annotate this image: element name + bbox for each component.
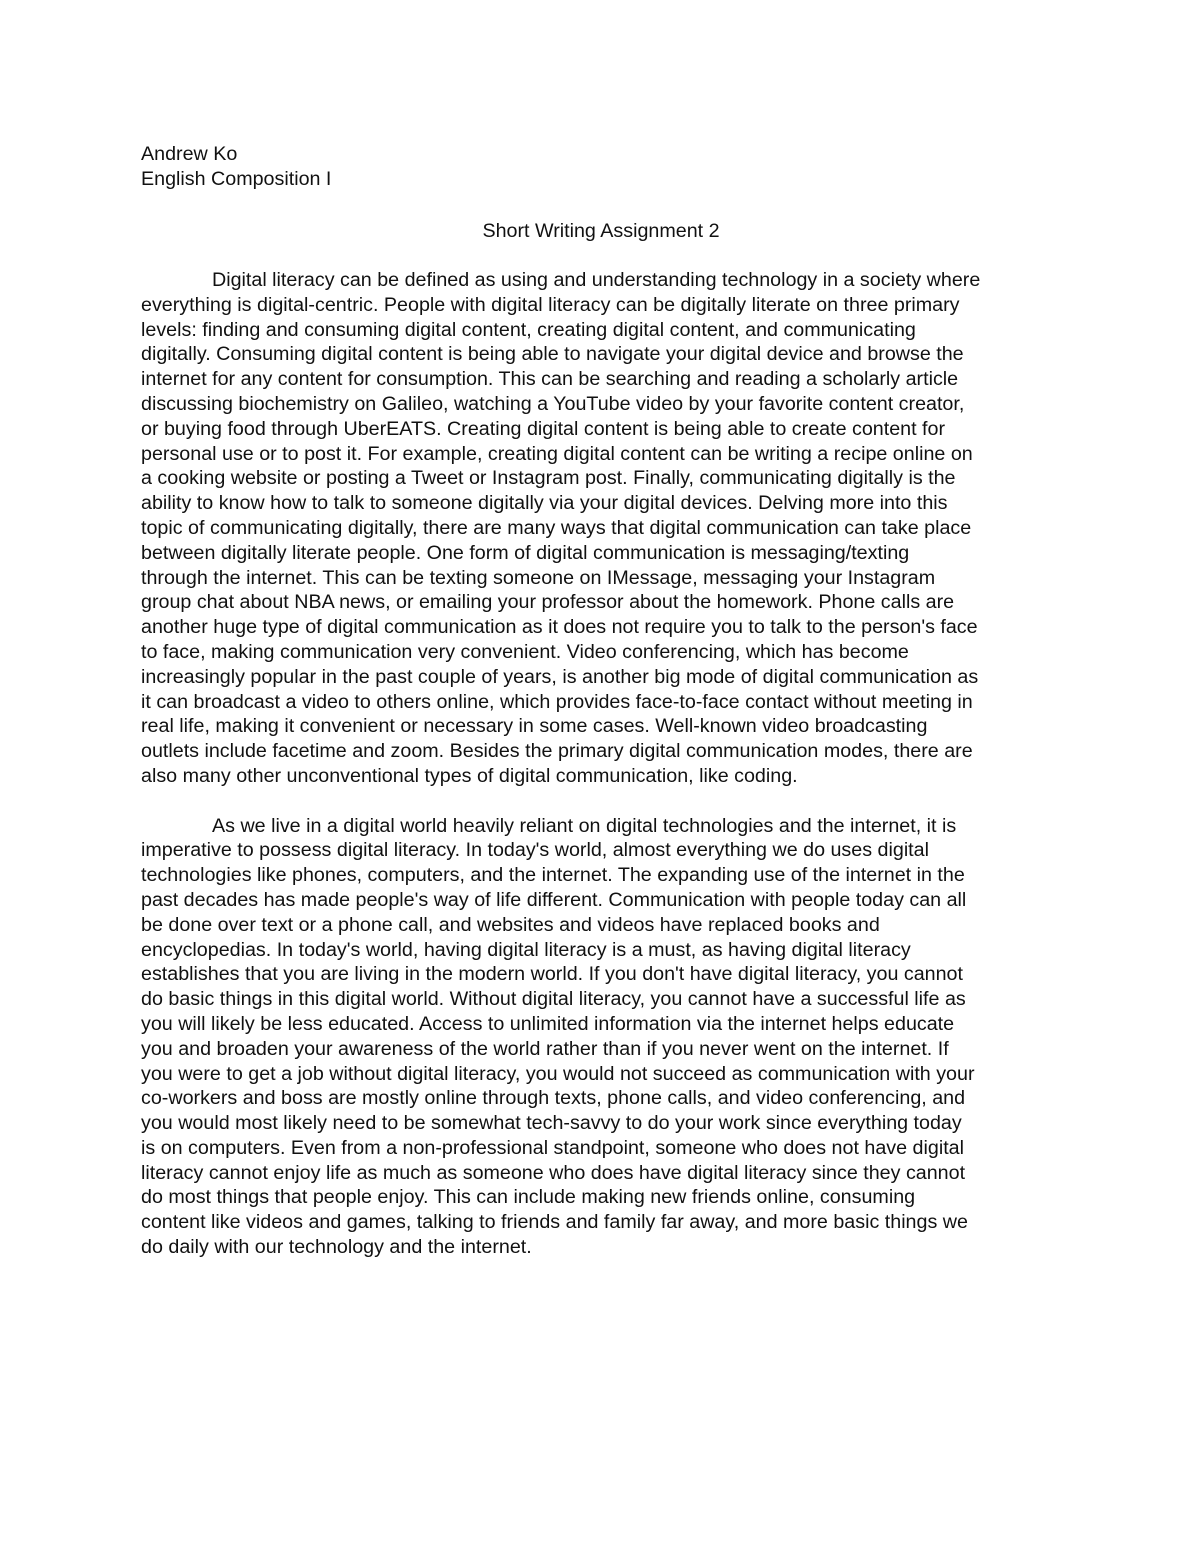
course-name: English Composition I (141, 167, 332, 190)
paragraph-line: is on computers. Even from a non-professional standpoint, someone who does not have digital (141, 1136, 964, 1159)
paragraph-line: you and broaden your awareness of the world rather than if you never went on the internet. If (141, 1037, 949, 1060)
paragraph-line: a cooking website or posting a Tweet or Instagram post. Finally, communicating digitally is the (141, 467, 956, 490)
paragraph-line: through the internet. This can be texting someone on IMessage, messaging your Instagram (141, 566, 936, 589)
paragraph-line: imperative to possess digital literacy. In today's world, almost everything we do uses digital (141, 839, 929, 862)
paragraph-line: discussing biochemistry on Galileo, watching a YouTube video by your favorite content creator, (141, 392, 965, 415)
paragraph-line: establishes that you are living in the modern world. If you don't have digital literacy, you cannot (141, 963, 963, 986)
paragraph-line: do daily with our technology and the internet. (141, 1236, 532, 1259)
paragraph-line: you would most likely need to be somewhat tech-savvy to do your work since everything today (141, 1112, 962, 1135)
paragraph-line: or buying food through UberEATS. Creating digital content is being able to create content for (141, 417, 946, 440)
paragraph-line: group chat about NBA news, or emailing your professor about the homework. Phone calls are (141, 591, 955, 614)
header-block (141, 142, 1061, 192)
paragraph-line: past decades has made people's way of life different. Communication with people today can all (141, 888, 967, 911)
paragraph-line: do basic things in this digital world. Without digital literacy, you cannot have a successful life as (141, 988, 966, 1011)
paragraph-line: ability to know how to talk to someone digitally via your digital devices. Delving more into this (141, 492, 948, 515)
paragraph-line: encyclopedias. In today's world, having digital literacy is a must, as having digital literacy (141, 938, 911, 961)
paragraph-line: technologies like phones, computers, and the internet. The expanding use of the internet in the (141, 864, 965, 887)
paragraph (141, 814, 1061, 1260)
paragraph-line: you were to get a job without digital literacy, you would not succeed as communication with your (141, 1062, 975, 1085)
paragraph-line: you will likely be less educated. Access to unlimited information via the internet helps educate (141, 1012, 955, 1035)
paragraph-line: levels: finding and consuming digital content, creating digital content, and communicating (141, 318, 916, 341)
paragraph-line: be done over text or a phone call, and websites and videos have replaced books and (141, 913, 880, 936)
paragraphs (141, 268, 1061, 1260)
author-name: Andrew Ko (141, 143, 238, 165)
paragraph-line: increasingly popular in the past couple of years, is another big mode of digital communication as (141, 665, 979, 688)
paragraph-line: do most things that people enjoy. This can include making new friends online, consuming (141, 1186, 916, 1209)
paragraph-line: between digitally literate people. One form of digital communication is messaging/texting (141, 541, 910, 564)
paragraph-line: it can broadcast a video to others online, which provides face-to-face contact without meeting in (141, 690, 973, 713)
paragraph-line: co-workers and boss are mostly online through texts, phone calls, and video conferencing, and (141, 1087, 966, 1110)
paragraph-line: digitally. Consuming digital content is being able to navigate your digital device and browse the (141, 343, 964, 366)
paragraph-line: topic of communicating digitally, there are many ways that digital communication can take place (141, 516, 972, 539)
paragraph-line: content like videos and games, talking to friends and family far away, and more basic things we (141, 1211, 968, 1234)
paragraph (141, 268, 1061, 789)
paragraph-line: another huge type of digital communication as it does not require you to talk to the person's face (141, 616, 978, 639)
paragraph-line: outlets include facetime and zoom. Besides the primary digital communication modes, there are (141, 740, 973, 763)
paragraph-line: internet for any content for consumption. This can be searching and reading a scholarly article (141, 368, 959, 391)
paragraph-line: to face, making communication very convenient. Video conferencing, which has become (141, 640, 909, 663)
paragraph-gap (141, 789, 1061, 814)
essay-body (141, 268, 1061, 1260)
paragraph-line: As we live in a digital world heavily reliant on digital technologies and the internet, it is (212, 814, 957, 837)
paragraph-line: real life, making it convenient or necessary in some cases. Well-known video broadcasting (141, 715, 928, 738)
paragraph-line: literacy cannot enjoy life as much as someone who does have digital literacy since they cannot (141, 1161, 966, 1184)
paragraph-line: also many other unconventional types of digital communication, like coding. (141, 764, 798, 787)
paragraph-line: everything is digital-centric. People with digital literacy can be digitally literate on three primary (141, 293, 960, 316)
paragraph-line: Digital literacy can be defined as using and understanding technology in a society where (212, 269, 981, 291)
paragraph-line: personal use or to post it. For example, creating digital content can be writing a recipe online on (141, 442, 973, 465)
document-title: Short Writing Assignment 2 (482, 220, 720, 242)
